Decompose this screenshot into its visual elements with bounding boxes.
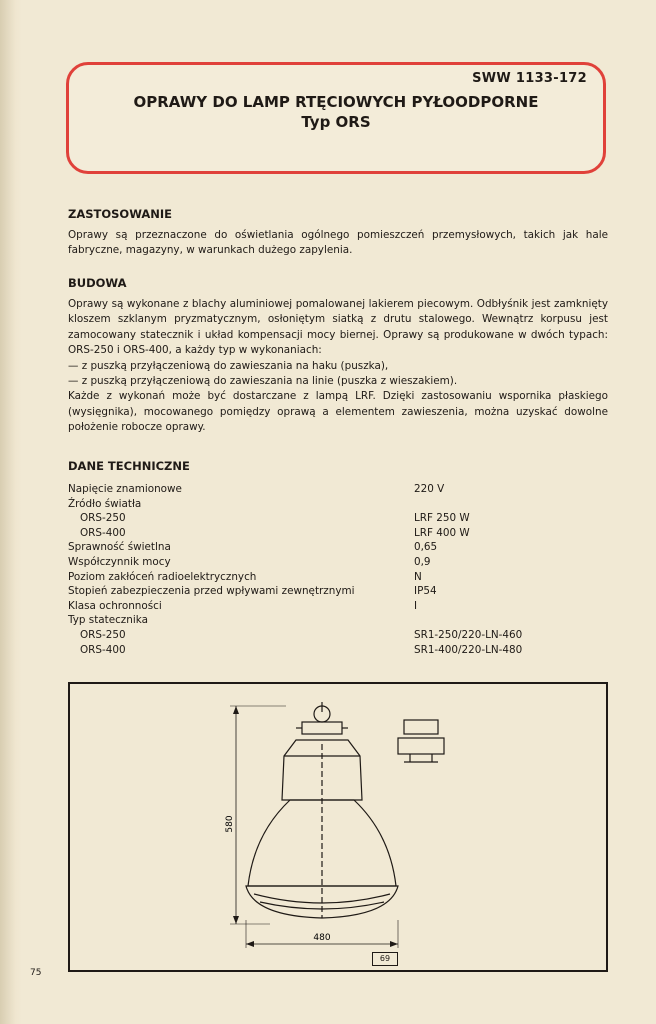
spec-label: Klasa ochronności	[68, 599, 162, 612]
spec-row	[68, 526, 608, 541]
spec-value: I	[414, 599, 418, 612]
spec-value: 220 V	[414, 483, 445, 495]
header-box	[66, 62, 606, 174]
page-spine-shadow	[0, 0, 22, 1024]
spec-value: 0,9	[414, 555, 431, 568]
spec-row	[68, 599, 608, 614]
connection-box	[302, 722, 342, 734]
spec-label: Poziom zakłóceń radioelektrycznych	[68, 570, 257, 583]
spec-label: Typ statecznika	[68, 614, 148, 627]
page-number: 75	[30, 968, 42, 978]
page-subtitle: Typ ORS	[301, 113, 371, 131]
spec-value: 0,65	[414, 541, 438, 554]
spec-label: Stopień zabezpieczenia przed wpływami zewnętrznymi	[68, 585, 355, 598]
spec-row	[68, 540, 608, 555]
spec-label: ORS-400	[80, 526, 126, 539]
side-view-box	[404, 720, 438, 734]
spec-row	[68, 555, 608, 570]
spec-label: ORS-250	[80, 628, 126, 641]
spec-row	[68, 643, 608, 658]
spec-label: Sprawność świetlna	[68, 541, 171, 554]
arrow-left	[246, 941, 254, 947]
spec-value: IP54	[414, 585, 437, 598]
spec-label: ORS-400	[80, 643, 126, 656]
spec-row	[68, 613, 608, 628]
text-zastosowanie	[68, 228, 608, 259]
technical-drawing	[68, 682, 608, 972]
spec-label: Źródło światła	[68, 497, 142, 510]
spec-value: SR1-400/220-LN-480	[414, 643, 523, 656]
spec-value: LRF 400 W	[414, 526, 470, 539]
text-budowa	[68, 297, 608, 436]
lamp-drawing-svg	[70, 684, 606, 970]
zastosowanie-paragraph: Oprawy są przeznaczone do oświetlania ogólnego pomieszczeń przemysłowych, takich jak hale fabryczne, magazyny, w warunkach dużego zapylenia.	[68, 229, 608, 257]
width-dim-label: 480	[313, 933, 331, 943]
budowa-paragraph-1: Oprawy są wykonane z blachy aluminiowej pomalowanej lakierem piecowym. Odbłyśnik jest zamknięty kloszem szklanym pryzmatycznym, osłoniętym siatką z drutu stalowego. Wewnątrz korpusu jest zamocowany statecznik i układ kompensacji mocy biernej. Oprawy są produkowane w dwóch typach: ORS-250 i ORS-400, a każdy typ w wykonaniach:	[68, 298, 608, 357]
budowa-paragraph-2: — z puszką przyłączeniową do zawieszania na haku (puszka),	[68, 359, 389, 372]
spec-value: N	[414, 570, 422, 583]
height-dim-label: 580	[225, 815, 235, 833]
spec-row	[68, 497, 608, 512]
spec-value: SR1-250/220-LN-460	[414, 628, 523, 641]
arrow-right	[390, 941, 398, 947]
spec-label: Napięcie znamionowe	[68, 483, 182, 495]
arrow-down	[233, 916, 239, 924]
heading-dane-techniczne: DANE TECHNICZNE	[68, 459, 190, 473]
spec-table	[68, 482, 608, 657]
spec-row	[68, 584, 608, 599]
spec-row	[68, 628, 608, 643]
spec-row	[68, 511, 608, 526]
page-title: OPRAWY DO LAMP RTĘCIOWYCH PYŁOODPORNE	[133, 93, 539, 111]
spec-value: LRF 250 W	[414, 512, 470, 525]
arrow-up	[233, 706, 239, 714]
standard-code: SWW 1133-172	[472, 71, 587, 86]
heading-zastosowanie: ZASTOSOWANIE	[68, 207, 173, 221]
spec-row	[68, 482, 608, 497]
spec-label: Współczynnik mocy	[68, 555, 171, 568]
side-view-bracket	[398, 738, 444, 754]
spec-row	[68, 570, 608, 585]
spec-label: ORS-250	[80, 512, 126, 525]
heading-budowa: BUDOWA	[68, 276, 127, 290]
figure-number: 69	[372, 952, 398, 966]
budowa-paragraph-3: — z puszką przyłączeniową do zawieszania na linie (puszka z wieszakiem).	[68, 375, 458, 388]
budowa-paragraph-4: Każde z wykonań może być dostarczane z lampą LRF. Dzięki zastosowaniu wspornika płaskiego (wysięgnika), mocowanego pomiędzy oprawą a elementem zawieszenia, można uzyskać dowolne położenie robocze oprawy.	[68, 390, 608, 434]
